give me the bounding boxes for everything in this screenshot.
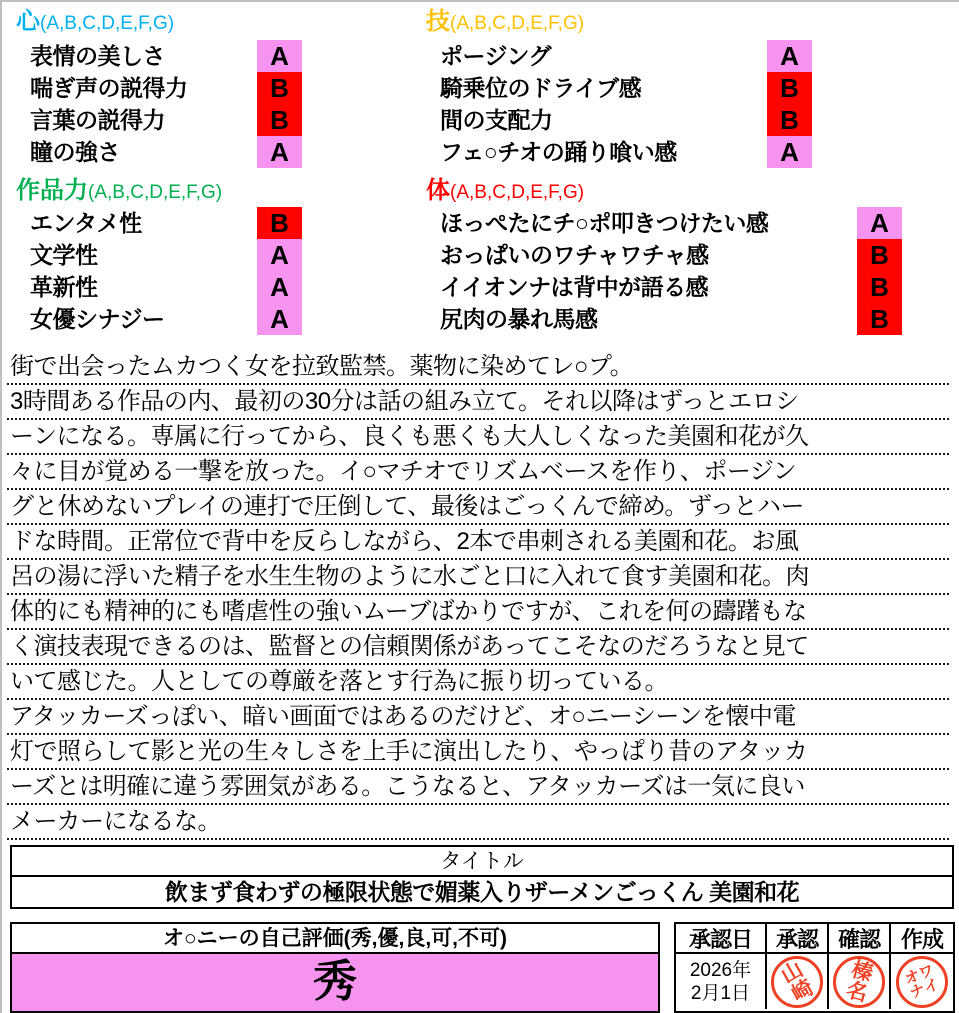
grade-cell: A	[257, 40, 302, 72]
section-technique-header	[426, 7, 926, 37]
rating-label: 革新性	[30, 274, 98, 300]
review-line: メーカーになるな。	[7, 805, 949, 840]
section-heart-header	[16, 7, 336, 37]
rating-label: 言葉の説得力	[30, 107, 165, 133]
approval-table	[674, 922, 955, 1013]
rating-row	[16, 239, 336, 271]
section-work-quality	[16, 176, 336, 335]
rating-label: エンタメ性	[30, 210, 142, 236]
rating-row	[426, 136, 926, 168]
review-line: 体的にも精神的にも嗜虐性の強いムーブばかりですが、これを何の躊躇もな	[7, 595, 949, 630]
self-evaluation-value: 秀	[12, 954, 658, 1011]
section-title: 作品力	[16, 177, 88, 204]
rating-row	[426, 271, 926, 303]
review-line: く演技表現できるのは、監督との信頼関係があってこそなのだろうなと見て	[7, 630, 949, 665]
rating-row	[426, 207, 926, 239]
title-table-value: 飲まず食わずの極限状態で媚薬入りザーメンごっくん 美園和花	[164, 879, 800, 905]
grade-cell: B	[857, 271, 902, 303]
section-scale: (A,B,C,D,E,F,G)	[40, 13, 175, 34]
grade-cell: B	[767, 104, 812, 136]
rating-label: 間の支配力	[440, 107, 553, 133]
section-title: 心	[16, 8, 40, 35]
rating-label: 尻肉の暴れ馬感	[440, 306, 598, 332]
grade-cell: B	[257, 72, 302, 104]
review-text-block	[7, 350, 949, 840]
hanko-stamp-owanai: オ ワ ナ イ	[896, 956, 948, 1008]
approval-header-date: 承認日	[676, 924, 767, 952]
review-line: 3時間ある作品の内、最初の30分は話の組み立て。それ以降はずっとエロシ	[7, 385, 949, 420]
grade-cell: A	[257, 239, 302, 271]
approval-stamp-cell	[891, 954, 953, 1009]
approval-value-row	[676, 954, 953, 1009]
grade-cell: B	[767, 72, 812, 104]
rating-row	[16, 72, 336, 104]
section-heart	[16, 7, 336, 168]
rating-row	[16, 271, 336, 303]
approval-header-confirm: 確認	[829, 924, 891, 952]
section-scale: (A,B,C,D,E,F,G)	[450, 182, 585, 203]
review-line: 呂の湯に浮いた精子を水生生物のように水ごと口に入れて食す美園和花。肉	[7, 560, 949, 595]
approval-header-approve: 承認	[767, 924, 829, 952]
grade-cell: A	[257, 271, 302, 303]
hanko-stamp-yamazaki: 山 崎	[771, 956, 823, 1008]
rating-label: ほっぺたにチ○ポ叩きつけたい感	[440, 210, 769, 236]
section-body-header	[426, 176, 926, 206]
approval-stamp-cell	[829, 954, 891, 1009]
review-line: 街で出会ったムカつく女を拉致監禁。薬物に染めてレ○プ。	[7, 350, 949, 385]
hanko-stamp-haruna: 榛 名	[833, 956, 885, 1008]
rating-row	[426, 303, 926, 335]
section-title: 体	[426, 177, 450, 204]
rating-row	[16, 104, 336, 136]
rating-label: 騎乗位のドライブ感	[440, 75, 642, 101]
section-scale: (A,B,C,D,E,F,G)	[88, 182, 223, 203]
section-body	[426, 176, 926, 335]
grade-cell: B	[857, 303, 902, 335]
review-line: ーズとは明確に違う雰囲気がある。こうなると、アタッカーズは一気に良い	[7, 770, 949, 805]
self-evaluation-header: オ○ニーの自己評価(秀,優,良,可,不可)	[12, 924, 658, 954]
rating-row	[426, 72, 926, 104]
rating-row	[16, 207, 336, 239]
grade-cell: A	[767, 136, 812, 168]
grade-cell: A	[767, 40, 812, 72]
section-title: 技	[426, 8, 450, 35]
rating-label: フェ○チオの踊り喰い感	[440, 139, 677, 165]
rating-label: 瞳の強さ	[30, 139, 120, 165]
approval-stamp-cell	[767, 954, 829, 1009]
rating-label: ポージング	[440, 43, 552, 69]
review-line: いて感じた。人としての尊厳を落とす行為に振り切っている。	[7, 665, 949, 700]
rating-row	[426, 239, 926, 271]
grade-cell: B	[257, 104, 302, 136]
grade-cell: B	[257, 207, 302, 239]
section-scale: (A,B,C,D,E,F,G)	[450, 13, 585, 34]
grade-cell: A	[257, 136, 302, 168]
review-line: 々に目が覚める一撃を放った。イ○マチオでリズムベースを作り、ポージン	[7, 455, 949, 490]
title-table	[10, 845, 954, 909]
section-technique	[426, 7, 926, 168]
rating-label: 女優シナジー	[30, 306, 165, 332]
review-line: グと休めないプレイの連打で圧倒して、最後はごっくんで締め。ずっとハー	[7, 490, 949, 525]
grade-cell: A	[857, 207, 902, 239]
title-table-header: タイトル	[12, 847, 952, 877]
review-line: ーンになる。専属に行ってから、良くも悪くも大人しくなった美園和花が久	[7, 420, 949, 455]
rating-label: 表情の美しさ	[30, 43, 165, 69]
grade-cell: A	[257, 303, 302, 335]
approval-header-row	[676, 924, 953, 954]
approval-date-cell	[676, 954, 767, 1009]
rating-row	[16, 303, 336, 335]
approval-header-create: 作成	[900, 926, 943, 952]
rating-row	[16, 136, 336, 168]
section-work-quality-header	[16, 176, 336, 206]
review-line: ドな時間。正常位で背中を反らしながら、2本で串刺される美園和花。お風	[7, 525, 949, 560]
rating-row	[426, 104, 926, 136]
rating-label: おっぱいのワチャワチャ感	[440, 242, 709, 268]
grade-cell: B	[857, 239, 902, 271]
review-line: 灯で照らして影と光の生々しさを上手に演出したり、やっぱり昔のアタッカ	[7, 735, 949, 770]
rating-label: イイオンナは背中が語る感	[440, 274, 709, 300]
self-evaluation-box	[10, 922, 660, 1013]
rating-row	[426, 40, 926, 72]
approval-date: 2026年 2月1日	[689, 959, 752, 1004]
review-line: アタッカーズっぽい、暗い画面ではあるのだけど、オ○ニーシーンを懐中電	[7, 700, 949, 735]
rating-label: 文学性	[30, 242, 98, 268]
rating-row	[16, 40, 336, 72]
rating-label: 喘ぎ声の説得力	[30, 75, 188, 101]
